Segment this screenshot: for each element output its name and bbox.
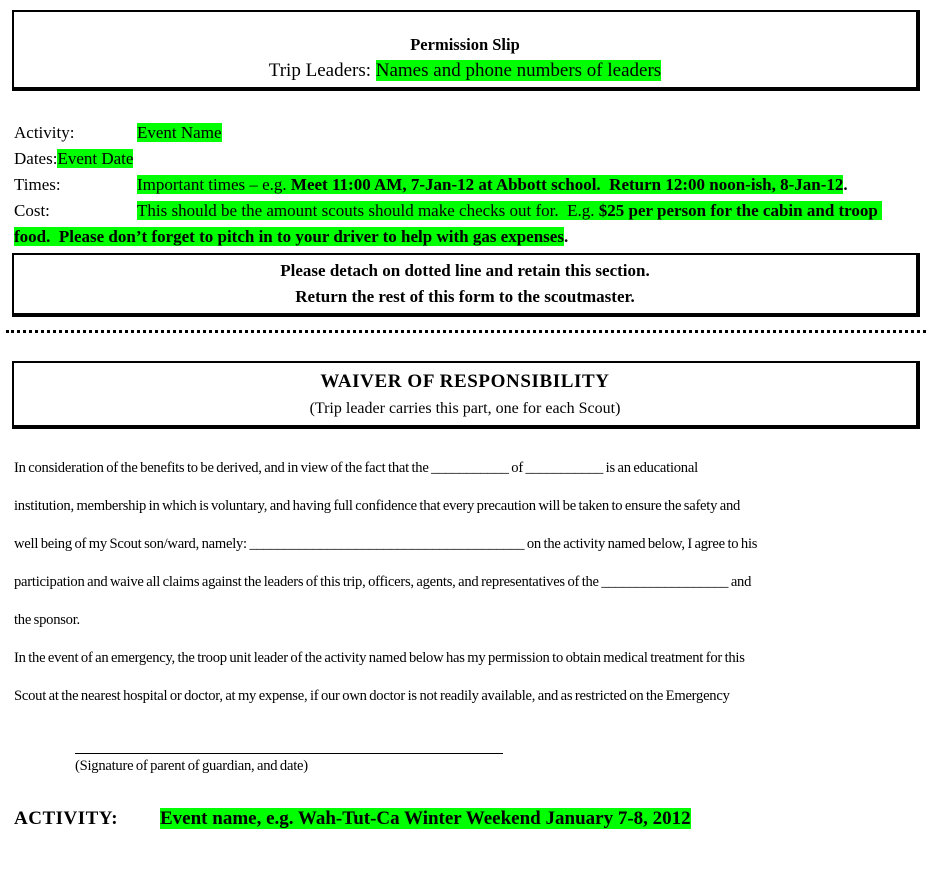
waiver-title: WAIVER OF RESPONSIBILITY	[320, 371, 610, 392]
tear-dotted-line	[6, 330, 926, 333]
waiver-p2-line2: Scout at the nearest hospital or doctor, at my expense, if our own doctor is not readily available, and as restricted on the Emergency	[14, 688, 730, 704]
document-title: Permission Slip	[410, 35, 520, 54]
waiver-subtitle: (Trip leader carries this part, one for each Scout)	[309, 400, 621, 417]
waiver-p2-line1: In the event of an emergency, the troop unit leader of the activity named below has my permission to obtain medical treatment for this	[14, 650, 745, 666]
text-run: This should be the amount scouts should make checks out for. E.g.	[137, 201, 599, 220]
trip-leaders-label: Trip Leaders:	[268, 60, 376, 81]
activity-footer-label: ACTIVITY:	[14, 808, 119, 829]
field-times-value	[137, 175, 848, 194]
signature-block	[75, 753, 503, 775]
detach-line-2: Return the rest of this form to the scoutmaster.	[295, 287, 635, 306]
waiver-p1-line2: institution, membership in which is voluntary, and having full confidence that every precaution will be taken to ensure the safety and	[14, 498, 741, 514]
waiver-p1-line3: well being of my Scout son/ward, namely: _______________________________________ on the activity named below, I agree to his	[14, 536, 758, 552]
trip-leaders-value: Names and phone numbers of leaders	[375, 60, 662, 81]
text-run: $25 per person for the cabin and troop food. Please don’t forget to pitch in to your driver to help with gas expenses	[14, 201, 883, 246]
field-dates-value	[57, 149, 133, 168]
waiver-body-text	[14, 449, 918, 715]
text-run: Event Name	[137, 123, 222, 142]
trip-leaders-line	[14, 57, 916, 84]
field-times-label: Times:	[14, 175, 61, 194]
text-run: .	[563, 227, 569, 246]
activity-footer-value: Event name, e.g. Wah-Tut-Ca Winter Weekend January 7-8, 2012	[160, 808, 691, 829]
waiver-p1-line5: the sponsor.	[14, 612, 80, 628]
header-box	[12, 10, 920, 91]
detach-line-1: Please detach on dotted line and retain this section.	[280, 261, 650, 280]
field-dates-label: Dates:	[14, 149, 58, 168]
text-run: .	[843, 175, 848, 194]
text-run: Meet 11:00 AM, 7-Jan-12 at Abbott school. Return 12:00 noon-ish, 8-Jan-12	[290, 175, 844, 194]
field-activity-label: Activity:	[14, 123, 75, 142]
waiver-p1-line1: In consideration of the benefits to be derived, and in view of the fact that the ___________ of ___________ is an educational	[14, 460, 698, 476]
field-cost-value	[14, 201, 882, 246]
detach-instructions-box	[12, 253, 920, 317]
text-run: Event Date	[57, 149, 134, 168]
field-cost	[14, 198, 918, 250]
field-times	[14, 172, 918, 198]
activity-footer	[14, 808, 918, 830]
signature-caption: (Signature of parent of guardian, and date)	[75, 758, 308, 774]
waiver-p1-line4: participation and waive all claims against the leaders of this trip, officers, agents, and representatives of the __________________ and	[14, 574, 752, 590]
field-activity-value	[137, 123, 222, 142]
event-detail-fields	[14, 120, 918, 250]
field-dates	[14, 146, 918, 172]
field-cost-label: Cost:	[14, 201, 50, 220]
text-run: Important times – e.g.	[137, 175, 291, 194]
field-activity	[14, 120, 918, 146]
waiver-header-box	[12, 361, 920, 429]
